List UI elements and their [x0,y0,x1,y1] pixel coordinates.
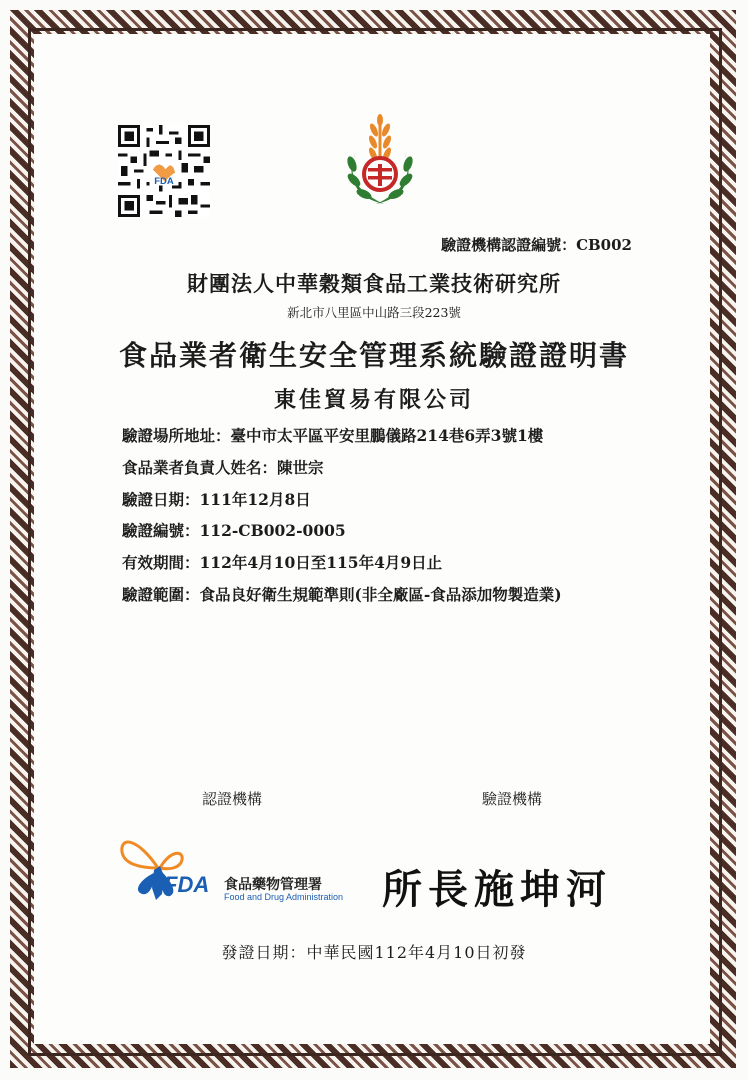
field-label: 驗證場所地址： [122,426,231,445]
director-signature: 所長施坤河 [382,866,612,913]
organization-name: 財團法人中華穀類食品工業技術研究所 [187,271,561,296]
field-verification-date [122,488,311,510]
wheat-emblem-icon [334,112,426,216]
field-label: 驗證編號： [122,521,200,540]
field-label: 驗證範圍： [122,585,200,604]
field-verification-scope [122,583,562,605]
field-label: 食品業者負責人姓名： [122,458,278,477]
fda-name-zh: 食品藥物管理署 [224,877,322,893]
fda-abbreviation: FDA [164,872,210,897]
svg-text:FDA: FDA [154,176,174,188]
field-value: 111年12月8日 [199,490,311,509]
field-value: 食品良好衛生規範準則(非全廠區-食品添加物製造業) [199,585,562,604]
fda-name-en: Food and Drug Administration [224,892,344,902]
field-value: 臺中市太平區平安里鵬儀路214巷6弄3號1樓 [230,426,544,445]
verification-body-label: 驗證機構 [482,790,543,808]
issue-date: 發證日期：中華民國112年4月10日初發 [221,943,527,962]
company-name: 東佳貿易有限公司 [273,387,474,413]
field-label: 有效期間： [122,553,200,572]
organization-address: 新北市八里區中山路三段223號 [287,305,461,320]
qr-code-icon [118,125,210,217]
field-label: 驗證日期： [122,490,200,509]
field-validity-period [122,551,442,573]
certificate-title: 食品業者衛生安全管理系統驗證證明書 [118,339,629,372]
field-owner-name [122,456,324,478]
fda-butterfly-logo [118,828,368,910]
field-site-address [122,424,543,446]
certification-body-number: 驗證機構認證編號：CB002 [441,236,632,254]
field-value: 112年4月10日至115年4月9日止 [199,553,443,572]
accreditation-body-label: 認證機構 [202,790,263,808]
field-verification-number [122,519,346,541]
field-value: 112-CB002-0005 [199,521,346,540]
field-value: 陳世宗 [277,458,324,477]
